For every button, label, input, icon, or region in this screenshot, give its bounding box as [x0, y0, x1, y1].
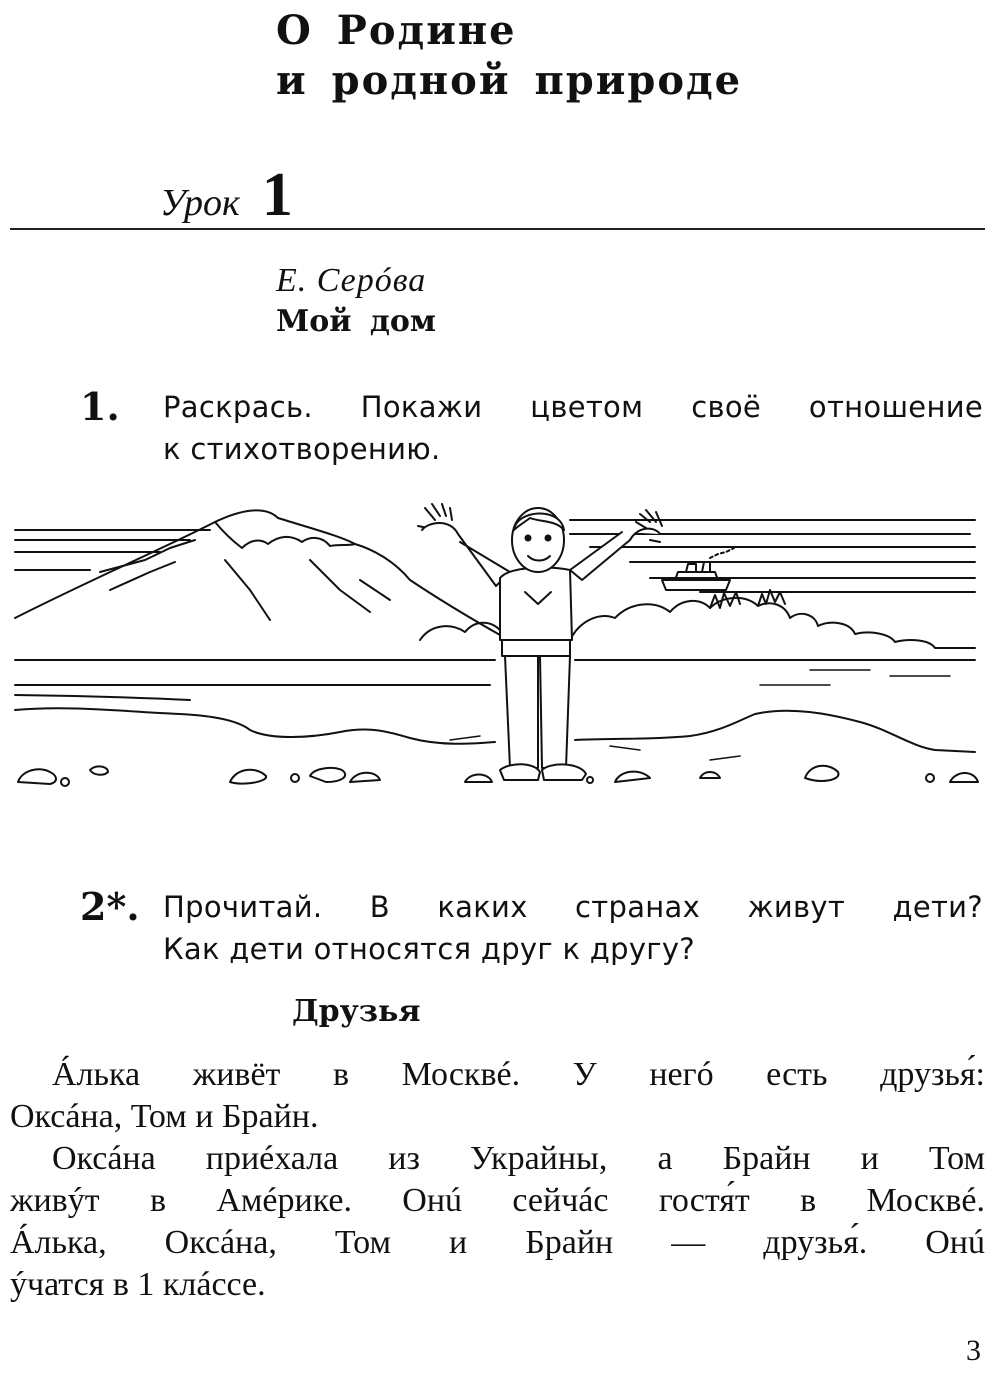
story-line-1: Áлька живёт в Москвé. У негó есть друзья́: — [52, 1056, 985, 1093]
story-line-4: живýт в Амéрике. Онú сейчáс гостя́т в Москвé. — [10, 1182, 985, 1219]
poem-author: Е. Серóва — [276, 262, 427, 299]
lesson-heading — [160, 160, 293, 231]
section-title — [276, 6, 742, 106]
task-1-line-2: к стихотворению. — [163, 432, 441, 466]
task-2-line-2: Как дети относятся друг к другу? — [163, 932, 695, 966]
task-2-number: 2*. — [80, 884, 140, 929]
section-title-line-2: и родной природе — [276, 57, 743, 104]
task-2-text — [163, 886, 983, 970]
shoreline — [15, 660, 975, 760]
task-1-number: 1. — [80, 384, 120, 429]
heading-divider — [10, 228, 985, 230]
story-line-5: Áлька, Оксáна, Том и Брайн — друзья́. Онú — [10, 1224, 985, 1261]
coloring-illustration — [10, 500, 985, 800]
poem-title: Мой дом — [276, 304, 436, 339]
story-text — [10, 1054, 985, 1306]
lesson-number: 1 — [261, 161, 293, 229]
task-1-text — [163, 386, 983, 470]
stones — [18, 766, 978, 786]
story-line-6: ýчатся в 1 клáссе. — [10, 1266, 266, 1303]
story-line-2: Оксáна, Том и Брайн. — [10, 1098, 319, 1135]
task-2-line-1: Прочитай. В каких странах живут дети? — [163, 890, 983, 924]
story-line-3: Оксáна приéхала из Украйны, а Брайн и Том — [52, 1140, 985, 1177]
story-title: Друзья — [292, 994, 421, 1029]
lesson-label: Урок — [160, 182, 240, 224]
task-1-line-1: Раскрась. Покажи цветом своё отношение — [163, 390, 983, 424]
page-number: 3 — [966, 1334, 981, 1367]
ship-icon — [662, 548, 734, 590]
section-title-line-1: О Родине — [276, 7, 517, 54]
